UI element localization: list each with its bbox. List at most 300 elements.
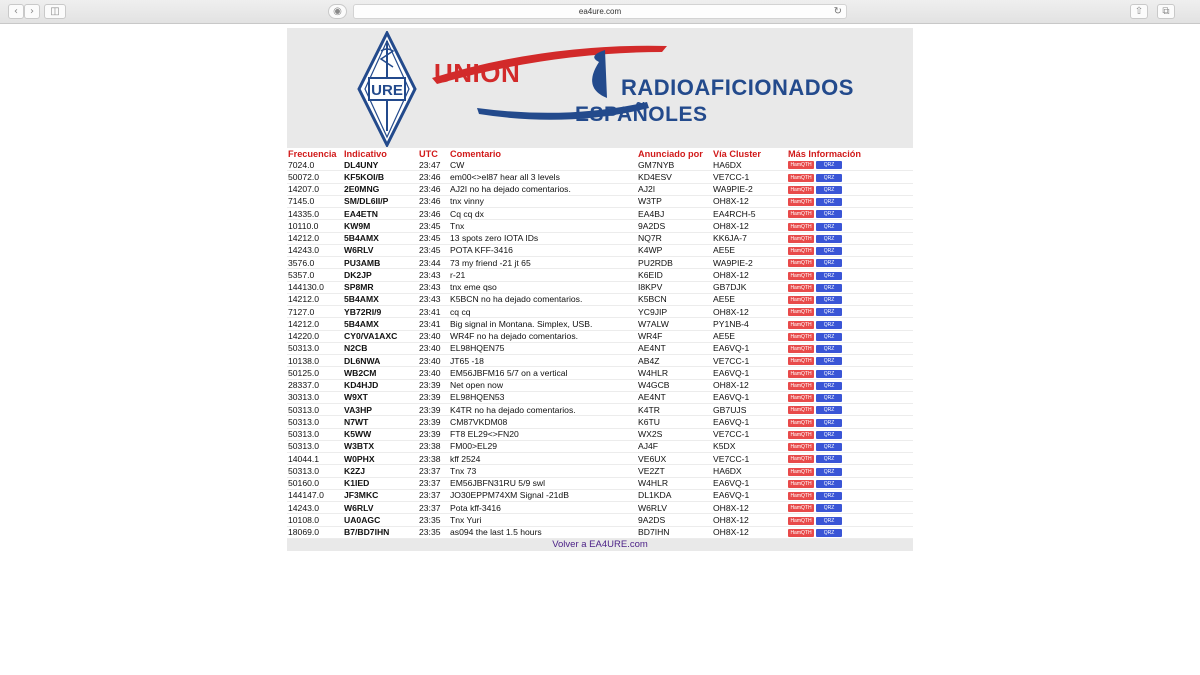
cell-frequency: 50125.0 (287, 367, 343, 379)
qrz-button[interactable]: QRZ (816, 247, 842, 255)
table-row (287, 269, 913, 281)
hamqth-button[interactable]: HamQTH (788, 259, 814, 267)
cell-utc: 23:40 (418, 342, 449, 354)
cell-utc: 23:37 (418, 489, 449, 501)
cell-callsign: B7/BD7IHN (343, 526, 418, 538)
cell-more-info (787, 208, 913, 220)
tabs-icon[interactable]: ⧉ (1157, 4, 1175, 19)
cell-callsign: EA4ETN (343, 208, 418, 220)
cell-comment: CM87VKDM08 (449, 416, 637, 428)
cell-comment: as094 the last 1.5 hours (449, 526, 637, 538)
cell-callsign: SP8MR (343, 281, 418, 293)
cell-comment: AJ2I no ha dejado comentarios. (449, 183, 637, 195)
cell-callsign: W6RLV (343, 502, 418, 514)
cell-spotter: W3TP (637, 195, 712, 207)
qrz-button[interactable]: QRZ (816, 333, 842, 341)
cell-callsign: KF5KOI/B (343, 171, 418, 183)
qrz-button[interactable]: QRZ (816, 370, 842, 378)
cell-utc: 23:40 (418, 355, 449, 367)
hamqth-button[interactable]: HamQTH (788, 480, 814, 488)
cell-comment: Big signal in Montana. Simplex, USB. (449, 318, 637, 330)
cell-cluster: GB7DJK (712, 281, 787, 293)
cell-frequency: 10110.0 (287, 220, 343, 232)
cell-cluster: EA6VQ-1 (712, 367, 787, 379)
cell-comment: EL98HQEN75 (449, 342, 637, 354)
cell-cluster: WA9PIE-2 (712, 257, 787, 269)
cell-cluster: EA6VQ-1 (712, 416, 787, 428)
cell-comment: EM56JBFM16 5/7 on a vertical (449, 367, 637, 379)
cell-comment: K4TR no ha dejado comentarios. (449, 404, 637, 416)
cell-callsign: 5B4AMX (343, 318, 418, 330)
cell-comment: r-21 (449, 269, 637, 281)
table-row (287, 159, 913, 171)
cell-spotter: GM7NYB (637, 159, 712, 171)
hamqth-button[interactable]: HamQTH (788, 284, 814, 292)
table-row (287, 379, 913, 391)
qrz-button[interactable]: QRZ (816, 431, 842, 439)
qrz-button[interactable]: QRZ (816, 235, 842, 243)
cell-frequency: 10138.0 (287, 355, 343, 367)
cell-comment: JO30EPPM74XM Signal -21dB (449, 489, 637, 501)
hamqth-button[interactable]: HamQTH (788, 357, 814, 365)
qrz-button[interactable]: QRZ (816, 504, 842, 512)
cell-more-info (787, 244, 913, 256)
cell-spotter: K6TU (637, 416, 712, 428)
table-row (287, 416, 913, 428)
cell-utc: 23:41 (418, 306, 449, 318)
qrz-button[interactable]: QRZ (816, 406, 842, 414)
hamqth-button[interactable]: HamQTH (788, 370, 814, 378)
cell-cluster: EA6VQ-1 (712, 477, 787, 489)
cell-spotter: 9A2DS (637, 220, 712, 232)
cell-comment: EL98HQEN53 (449, 391, 637, 403)
cell-more-info (787, 465, 913, 477)
hamqth-button[interactable]: HamQTH (788, 308, 814, 316)
table-body (287, 159, 913, 538)
table-row (287, 244, 913, 256)
cell-spotter: AB4Z (637, 355, 712, 367)
cell-callsign: JF3MKC (343, 489, 418, 501)
hamqth-button[interactable]: HamQTH (788, 382, 814, 390)
cell-cluster: AE5E (712, 293, 787, 305)
cell-utc: 23:40 (418, 330, 449, 342)
cell-callsign: 5B4AMX (343, 232, 418, 244)
cell-comment: em00<>el87 hear all 3 levels (449, 171, 637, 183)
qrz-button[interactable]: QRZ (816, 480, 842, 488)
page-container (287, 28, 913, 551)
hamqth-button[interactable]: HamQTH (788, 333, 814, 341)
cell-utc: 23:47 (418, 159, 449, 171)
cell-utc: 23:35 (418, 526, 449, 538)
address-bar[interactable] (353, 4, 847, 19)
table-row (287, 526, 913, 538)
cell-more-info (787, 220, 913, 232)
column-header: Frecuencia (288, 148, 337, 159)
cell-utc: 23:39 (418, 404, 449, 416)
hamqth-button[interactable]: HamQTH (788, 186, 814, 194)
cell-frequency: 14212.0 (287, 232, 343, 244)
sidebar-icon[interactable]: ◫ (44, 4, 66, 19)
hamqth-button[interactable]: HamQTH (788, 455, 814, 463)
table-row (287, 428, 913, 440)
table-row (287, 404, 913, 416)
cell-utc: 23:35 (418, 514, 449, 526)
cell-callsign: UA0AGC (343, 514, 418, 526)
hamqth-button[interactable]: HamQTH (788, 161, 814, 169)
cell-callsign: SM/DL6II/P (343, 195, 418, 207)
org-name-line2: RADIOAFICIONADOS (621, 75, 854, 100)
cell-cluster: GB7UJS (712, 404, 787, 416)
org-name-line1: UNION (434, 58, 521, 88)
cell-utc: 23:45 (418, 232, 449, 244)
cell-spotter: DL1KDA (637, 489, 712, 501)
cell-utc: 23:39 (418, 391, 449, 403)
table-row (287, 208, 913, 220)
cell-more-info (787, 269, 913, 281)
cell-spotter: W4HLR (637, 367, 712, 379)
cell-frequency: 50313.0 (287, 342, 343, 354)
cell-comment: JT65 -18 (449, 355, 637, 367)
cell-comment: POTA KFF-3416 (449, 244, 637, 256)
hamqth-button[interactable]: HamQTH (788, 235, 814, 243)
chevron-right-icon[interactable]: › (24, 4, 40, 19)
cell-utc: 23:38 (418, 440, 449, 452)
qrz-button[interactable]: QRZ (816, 186, 842, 194)
hamqth-button[interactable]: HamQTH (788, 529, 814, 537)
qrz-button[interactable]: QRZ (816, 517, 842, 525)
qrz-button[interactable]: QRZ (816, 174, 842, 182)
hamqth-button[interactable]: HamQTH (788, 468, 814, 476)
hamqth-button[interactable]: HamQTH (788, 394, 814, 402)
cell-cluster: OH8X-12 (712, 306, 787, 318)
table-row (287, 293, 913, 305)
cell-spotter: K6EID (637, 269, 712, 281)
cell-utc: 23:38 (418, 453, 449, 465)
cell-frequency: 50072.0 (287, 171, 343, 183)
cell-callsign: DL4UNY (343, 159, 418, 171)
cell-utc: 23:37 (418, 502, 449, 514)
cell-more-info (787, 195, 913, 207)
table-row (287, 232, 913, 244)
cell-cluster: OH8X-12 (712, 269, 787, 281)
qrz-button[interactable]: QRZ (816, 382, 842, 390)
logo-text: URE (371, 82, 403, 99)
cell-cluster: WA9PIE-2 (712, 183, 787, 195)
qrz-button[interactable]: QRZ (816, 161, 842, 169)
hamqth-button[interactable]: HamQTH (788, 431, 814, 439)
cell-callsign: K1IED (343, 477, 418, 489)
cell-callsign: W6RLV (343, 244, 418, 256)
qrz-button[interactable]: QRZ (816, 345, 842, 353)
qrz-button[interactable]: QRZ (816, 529, 842, 537)
chevron-left-icon[interactable]: ‹ (8, 4, 24, 19)
cell-more-info (787, 367, 913, 379)
back-to-ea4ure-link[interactable]: Volver a EA4URE.com (552, 538, 648, 550)
cell-frequency: 144130.0 (287, 281, 343, 293)
table-row (287, 183, 913, 195)
cell-utc: 23:45 (418, 220, 449, 232)
cell-frequency: 50160.0 (287, 477, 343, 489)
cell-comment: kff 2524 (449, 453, 637, 465)
cell-callsign: WB2CM (343, 367, 418, 379)
table-row (287, 257, 913, 269)
cell-comment: cq cq (449, 306, 637, 318)
cell-frequency: 18069.0 (287, 526, 343, 538)
cell-comment: 13 spots zero IOTA IDs (449, 232, 637, 244)
table-row (287, 514, 913, 526)
hamqth-button[interactable]: HamQTH (788, 174, 814, 182)
hamqth-button[interactable]: HamQTH (788, 517, 814, 525)
qrz-button[interactable]: QRZ (816, 321, 842, 329)
table-row (287, 477, 913, 489)
cell-frequency: 10108.0 (287, 514, 343, 526)
qrz-button[interactable]: QRZ (816, 296, 842, 304)
cell-spotter: BD7IHN (637, 526, 712, 538)
cell-comment: tnx vinny (449, 195, 637, 207)
table-row (287, 489, 913, 501)
cell-utc: 23:43 (418, 269, 449, 281)
cell-cluster: KK6JA-7 (712, 232, 787, 244)
cell-utc: 23:37 (418, 477, 449, 489)
qrz-button[interactable]: QRZ (816, 198, 842, 206)
cell-more-info (787, 526, 913, 538)
table-row (287, 453, 913, 465)
cell-more-info (787, 355, 913, 367)
cell-cluster: OH8X-12 (712, 220, 787, 232)
cell-callsign: W0PHX (343, 453, 418, 465)
cell-comment: Pota kff-3416 (449, 502, 637, 514)
cell-frequency: 50313.0 (287, 440, 343, 452)
cell-frequency: 28337.0 (287, 379, 343, 391)
table-row (287, 465, 913, 477)
cell-comment: FM00>EL29 (449, 440, 637, 452)
dx-spots-table (287, 148, 913, 539)
qrz-button[interactable]: QRZ (816, 419, 842, 427)
cell-utc: 23:39 (418, 428, 449, 440)
qrz-button[interactable]: QRZ (816, 492, 842, 500)
cell-spotter: NQ7R (637, 232, 712, 244)
table-row (287, 367, 913, 379)
qrz-button[interactable]: QRZ (816, 394, 842, 402)
cell-more-info (787, 391, 913, 403)
cell-spotter: W7ALW (637, 318, 712, 330)
cell-more-info (787, 257, 913, 269)
cell-more-info (787, 342, 913, 354)
qrz-button[interactable]: QRZ (816, 259, 842, 267)
cell-more-info (787, 330, 913, 342)
cell-spotter: K4WP (637, 244, 712, 256)
cell-callsign: W3BTX (343, 440, 418, 452)
cell-utc: 23:46 (418, 208, 449, 220)
cell-callsign: W9XT (343, 391, 418, 403)
cell-utc: 23:44 (418, 257, 449, 269)
cell-comment: Cq cq dx (449, 208, 637, 220)
table-row (287, 220, 913, 232)
cell-frequency: 30313.0 (287, 391, 343, 403)
cell-comment: Tnx (449, 220, 637, 232)
qrz-button[interactable]: QRZ (816, 468, 842, 476)
cell-comment: Net open now (449, 379, 637, 391)
cell-spotter: YC9JIP (637, 306, 712, 318)
cell-callsign: YB72RI/9 (343, 306, 418, 318)
column-header: UTC (419, 148, 438, 159)
cell-cluster: K5DX (712, 440, 787, 452)
cell-comment: Tnx Yuri (449, 514, 637, 526)
table-row (287, 195, 913, 207)
reload-icon[interactable]: ↻ (833, 6, 842, 17)
qrz-button[interactable]: QRZ (816, 455, 842, 463)
cell-spotter: W4GCB (637, 379, 712, 391)
table-row (287, 440, 913, 452)
table-row (287, 502, 913, 514)
cell-frequency: 144147.0 (287, 489, 343, 501)
cell-more-info (787, 489, 913, 501)
url-text: ea4ure.com (578, 7, 622, 16)
cell-callsign: KW9M (343, 220, 418, 232)
cell-callsign: K2ZJ (343, 465, 418, 477)
qrz-button[interactable]: QRZ (816, 284, 842, 292)
cell-cluster: OH8X-12 (712, 502, 787, 514)
cell-frequency: 5357.0 (287, 269, 343, 281)
cell-cluster: EA6VQ-1 (712, 391, 787, 403)
cell-frequency: 14335.0 (287, 208, 343, 220)
cell-spotter: AE4NT (637, 342, 712, 354)
cell-utc: 23:40 (418, 367, 449, 379)
cell-frequency: 7127.0 (287, 306, 343, 318)
cell-cluster: VE7CC-1 (712, 171, 787, 183)
cell-callsign: 5B4AMX (343, 293, 418, 305)
cell-spotter: WR4F (637, 330, 712, 342)
hamqth-button[interactable]: HamQTH (788, 419, 814, 427)
cell-cluster: HA6DX (712, 159, 787, 171)
hamqth-button[interactable]: HamQTH (788, 321, 814, 329)
cell-cluster: EA6VQ-1 (712, 342, 787, 354)
cell-frequency: 7145.0 (287, 195, 343, 207)
footer-bar (287, 539, 913, 551)
cell-spotter: W4HLR (637, 477, 712, 489)
hamqth-button[interactable]: HamQTH (788, 210, 814, 218)
cell-more-info (787, 404, 913, 416)
table-row (287, 318, 913, 330)
cell-more-info (787, 379, 913, 391)
qrz-button[interactable]: QRZ (816, 443, 842, 451)
qrz-button[interactable]: QRZ (816, 357, 842, 365)
cell-callsign: KD4HJD (343, 379, 418, 391)
hamqth-button[interactable]: HamQTH (788, 296, 814, 304)
cell-cluster: EA6VQ-1 (712, 489, 787, 501)
cell-more-info (787, 159, 913, 171)
qrz-button[interactable]: QRZ (816, 308, 842, 316)
table-row (287, 391, 913, 403)
cell-spotter: WX2S (637, 428, 712, 440)
cell-spotter: EA4BJ (637, 208, 712, 220)
cell-frequency: 14220.0 (287, 330, 343, 342)
cell-more-info (787, 232, 913, 244)
cell-spotter: K5BCN (637, 293, 712, 305)
share-icon[interactable]: ⇧ (1130, 4, 1148, 19)
cell-comment: 73 my friend -21 jt 65 (449, 257, 637, 269)
cell-spotter: I8KPV (637, 281, 712, 293)
qrz-button[interactable]: QRZ (816, 272, 842, 280)
hamqth-button[interactable]: HamQTH (788, 198, 814, 206)
shield-icon[interactable]: ◉ (328, 4, 347, 19)
cell-more-info (787, 453, 913, 465)
cell-spotter: 9A2DS (637, 514, 712, 526)
cell-comment: EM56JBFN31RU 5/9 swl (449, 477, 637, 489)
cell-cluster: OH8X-12 (712, 379, 787, 391)
cell-utc: 23:46 (418, 171, 449, 183)
table-row (287, 281, 913, 293)
table-row (287, 306, 913, 318)
cell-utc: 23:46 (418, 183, 449, 195)
ure-banner (287, 28, 913, 148)
cell-more-info (787, 281, 913, 293)
hamqth-button[interactable]: HamQTH (788, 247, 814, 255)
cell-callsign: 2E0MNG (343, 183, 418, 195)
cell-spotter: AJ4F (637, 440, 712, 452)
cell-spotter: KD4ESV (637, 171, 712, 183)
cell-frequency: 3576.0 (287, 257, 343, 269)
cell-cluster: VE7CC-1 (712, 453, 787, 465)
hamqth-button[interactable]: HamQTH (788, 223, 814, 231)
hamqth-button[interactable]: HamQTH (788, 345, 814, 353)
cell-cluster: OH8X-12 (712, 514, 787, 526)
cell-callsign: K5WW (343, 428, 418, 440)
cell-spotter: AJ2I (637, 183, 712, 195)
cell-frequency: 14044.1 (287, 453, 343, 465)
cell-frequency: 14207.0 (287, 183, 343, 195)
cell-utc: 23:43 (418, 281, 449, 293)
cell-utc: 23:41 (418, 318, 449, 330)
hamqth-button[interactable]: HamQTH (788, 406, 814, 414)
org-name-line3: ESPAÑOLES (575, 103, 708, 126)
cell-cluster: EA4RCH-5 (712, 208, 787, 220)
cell-frequency: 14212.0 (287, 318, 343, 330)
column-header: Comentario (450, 148, 502, 159)
cell-utc: 23:45 (418, 244, 449, 256)
cell-cluster: AE5E (712, 330, 787, 342)
cell-more-info (787, 428, 913, 440)
cell-spotter: VE6UX (637, 453, 712, 465)
cell-callsign: DK2JP (343, 269, 418, 281)
cell-utc: 23:39 (418, 379, 449, 391)
qrz-button[interactable]: QRZ (816, 210, 842, 218)
hamqth-button[interactable]: HamQTH (788, 443, 814, 451)
table-row (287, 355, 913, 367)
hamqth-button[interactable]: HamQTH (788, 504, 814, 512)
cell-frequency: 7024.0 (287, 159, 343, 171)
table-row (287, 171, 913, 183)
cell-more-info (787, 477, 913, 489)
qrz-button[interactable]: QRZ (816, 223, 842, 231)
hamqth-button[interactable]: HamQTH (788, 492, 814, 500)
cell-cluster: PY1NB-4 (712, 318, 787, 330)
cell-comment: CW (449, 159, 637, 171)
cell-more-info (787, 306, 913, 318)
table-row (287, 330, 913, 342)
cell-more-info (787, 318, 913, 330)
column-header: Más Información (788, 148, 862, 159)
cell-utc: 23:39 (418, 416, 449, 428)
cell-frequency: 50313.0 (287, 404, 343, 416)
cell-more-info (787, 502, 913, 514)
cell-comment: K5BCN no ha dejado comentarios. (449, 293, 637, 305)
hamqth-button[interactable]: HamQTH (788, 272, 814, 280)
cell-cluster: OH8X-12 (712, 195, 787, 207)
cell-more-info (787, 293, 913, 305)
cell-comment: tnx eme qso (449, 281, 637, 293)
cell-comment: Tnx 73 (449, 465, 637, 477)
